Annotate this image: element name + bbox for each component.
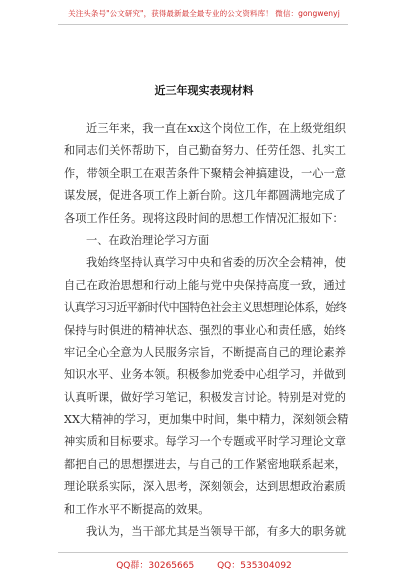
footer-qq-group: QQ群：30265665 — [116, 561, 195, 571]
body-line: 自己在政治思想和行动上能与党中央保持高度一致，通过 — [64, 278, 346, 292]
document-body — [64, 118, 349, 543]
footer-qq: QQ：535304092 — [217, 561, 292, 571]
body-line: 我认为，当干部尤其是当领导干部，有多大的职务就 — [86, 525, 346, 539]
body-line: 保持与时俱进的精神状态、强烈的事业心和责任感，始终 — [64, 323, 346, 337]
body-line: 我始终坚持认真学习中央和省委的历次全会精神，使 — [86, 256, 346, 270]
body-line: 近三年来，我一直在xx这个岗位工作，在上级党组织 — [86, 122, 346, 135]
body-line: 作，带领全职工在艰苦条件下聚精会神搞建设，一心一意 — [64, 166, 346, 180]
footer-divider — [58, 552, 348, 553]
body-line: 牢记全心全意为人民服务宗旨，不断提高自己的理论素养 — [64, 345, 346, 359]
body-line: 和工作水平不断提高的效果。 — [64, 502, 210, 516]
body-line: 都把自己的思想摆进去，与自己的工作紧密地联系起来， — [64, 457, 346, 471]
body-line: 谋发展，促进各项工作上新台阶。这几年都圆满地完成了 — [64, 189, 346, 203]
body-line: 认真学习习近平新时代中国特色社会主义思想理论体系，始终 — [64, 301, 346, 315]
body-line: 理论联系实际，深入思考，深刻领会，达到思想政治素质 — [64, 480, 346, 494]
header-banner: 关注头条号"公文研究"，获得最新最全最专业的公文资料库！ 微信：gongwenyj — [68, 9, 340, 18]
body-line: 认真听课，做好学习笔记，积极发言讨论。特别是对党的 — [64, 390, 346, 404]
section-heading: 一、在政治理论学习方面 — [86, 233, 210, 247]
body-line: 和同志们关怀帮助下，自己勤奋努力、任劳任怨、扎实工 — [64, 144, 346, 158]
footer-contact — [0, 558, 408, 571]
body-line: 神实质和目标要求。每学习一个专题或平时学习理论文章 — [64, 435, 346, 449]
header-divider — [58, 24, 348, 25]
body-line: XX大精神的学习，更加集中时间，集中精力，深刻领会精 — [64, 413, 349, 427]
document-title: 近三年现实表现材料 — [154, 84, 254, 97]
body-line: 各项工作任务。现将这段时间的思想工作情况汇报如下： — [64, 211, 344, 225]
body-line: 知识水平、业务本领。积极参加党委中心组学习，并做到 — [64, 368, 346, 382]
